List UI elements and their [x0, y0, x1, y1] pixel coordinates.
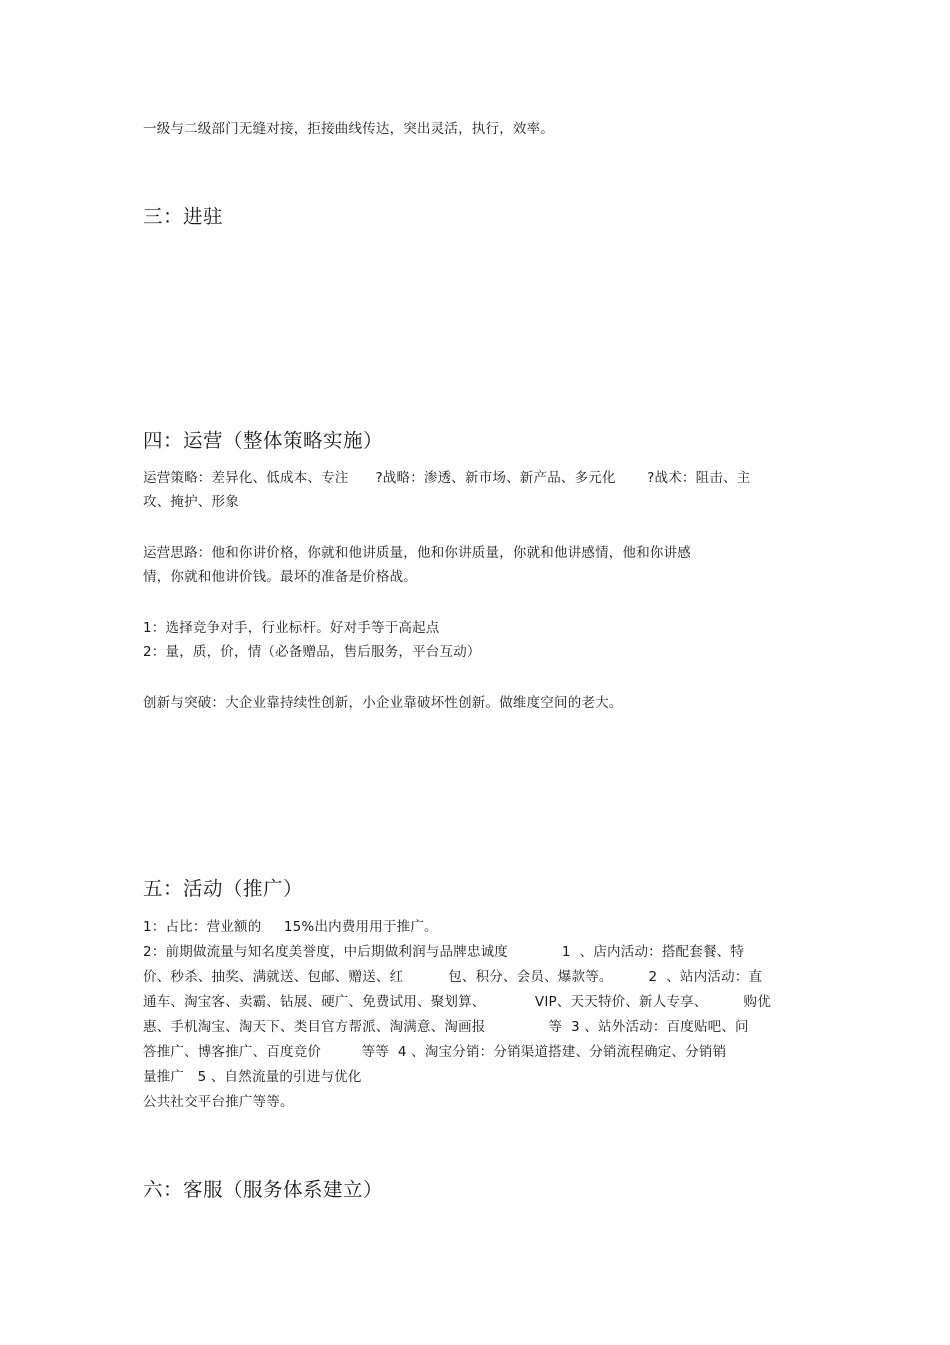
innovation-text: 创新与突破：大企业靠持续性创新，小企业靠破坏性创新。做维度空间的老大。 [143, 695, 623, 711]
thinking-text-line-2: 情，你就和他讲价钱。最坏的准备是价格战。 [143, 569, 417, 585]
activity-text-line-1: 1：占比：营业额的 15%出内费用用于推广。 [143, 919, 438, 935]
activity-text-line-6: 答推广、博客推广、百度竞价 等等 4 、淘宝分销：分销渠道搭建、分销流程确定、分销销 [143, 1044, 727, 1060]
activity-text-line-5: 惠、手机淘宝、淘天下、类目官方帮派、淘满意、淘画报 等 3 、站外活动：百度贴吧、问 [143, 1019, 749, 1035]
point-2-text: 2：量，质，价，情（必备赠品，售后服务，平台互动） [143, 644, 481, 660]
section-6-heading: 六：客服（服务体系建立） [143, 1178, 384, 1201]
activity-text-line-2: 2：前期做流量与知名度美誉度，中后期做利润与品牌忠诚度 1 、店内活动：搭配套餐、特 [143, 944, 745, 960]
intro-text: 一级与二级部门无缝对接，拒接曲线传达，突出灵活，执行，效率。 [143, 121, 554, 137]
activity-text-line-4: 通车、淘宝客、卖霸、钻展、硬广、免费试用、聚划算、 VIP、天天特价、新人专享、 购优 [143, 994, 771, 1010]
section-3-heading: 三：进驻 [143, 205, 224, 228]
strategy-text-line-1: 运营策略：差异化、低成本、专注 ?战略：渗透、新市场、新产品、多元化 ?战术：阻击、主 [143, 470, 751, 486]
activity-text-line-8: 公共社交平台推广等等。 [143, 1094, 294, 1110]
activity-text-line-7: 量推广 5 、自然流量的引进与优化 [143, 1069, 362, 1085]
section-5-heading: 五：活动（推广） [143, 877, 304, 900]
thinking-text-line-1: 运营思路：他和你讲价格，你就和他讲质量，他和你讲质量，你就和他讲感情，他和你讲感 [143, 545, 691, 561]
point-1-text: 1：选择竞争对手，行业标杆。好对手等于高起点 [143, 620, 440, 636]
section-4-heading: 四：运营（整体策略实施） [143, 429, 384, 452]
activity-text-line-3: 价、秒杀、抽奖、满就送、包邮、赠送、红 包、积分、会员、爆款等。 2 、站内活动：直 [143, 969, 763, 985]
strategy-text-line-2: 攻、掩护、形象 [143, 494, 239, 510]
